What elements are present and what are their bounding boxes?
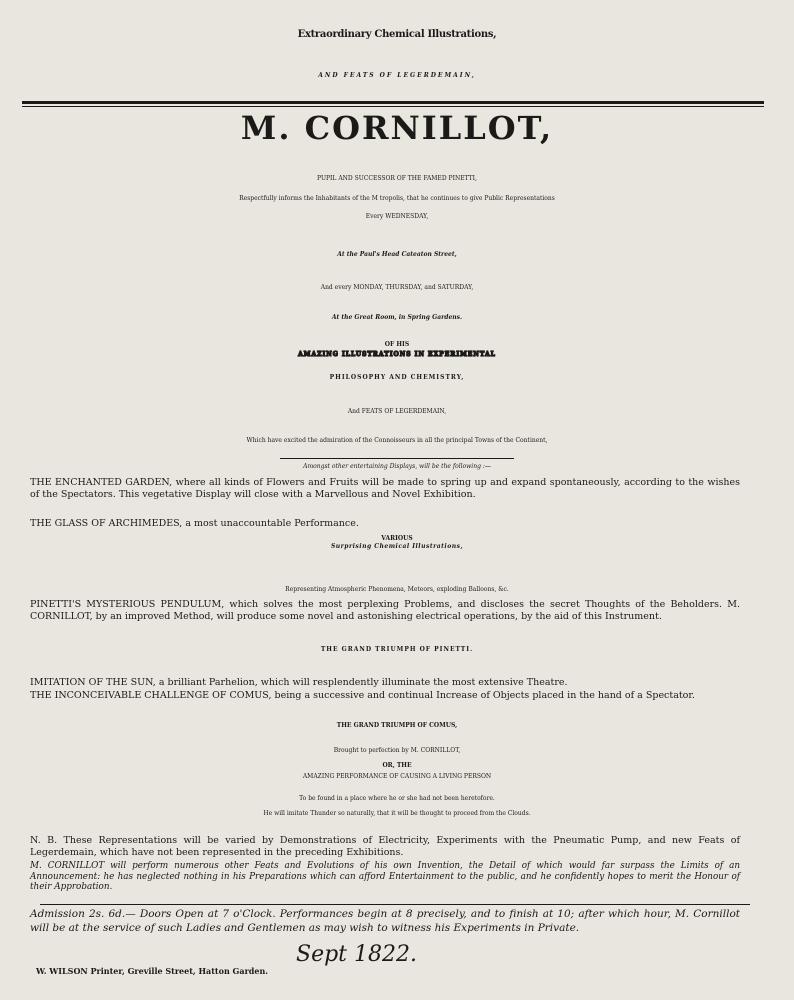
grand-triumph-comus: THE GRAND TRIUMPH OF COMUS, [336,722,458,729]
double-rule-top [22,101,764,104]
admission-text: Admission 2s. 6d.— Doors Open at 7 o'Clock. Performances begin at 8 precisely, and to finish at 10; after which hour, M. Cornillot will be at the service of such Ladies and Gentlemen as may wish to witness his Experiments in Private. [30,908,740,934]
imitation-of-sun: IMITATION OF THE SUN, a brilliant Parhelion, which will resplendently illuminate the most extensive Theatre. [30,677,568,688]
handwritten-date: Sept 1822. [296,942,417,967]
amongst-line: Amongst other entertaining Displays, will be the following :— [303,463,491,470]
pupil-line: PUPIL AND SUCCESSOR OF THE FAMED PINETTI, [317,175,477,182]
short-rule [280,458,514,459]
surprising-illustrations: Surprising Chemical Illustrations, [330,543,464,550]
challenge-of-comus: THE INCONCEIVABLE CHALLENGE OF COMUS, being a successive and continual Increase of Objects placed in the hand of a Spectator. [30,690,695,701]
various: VARIOUS [381,535,413,542]
days-line: And every MONDAY, THURSDAY, and SATURDAY, [320,284,474,291]
amazing-illustrations: AMAZING ILLUSTRATIONS IN EXPERIMENTAL [298,351,496,358]
mysterious-pendulum: PINETTI'S MYSTERIOUS PENDULUM, which solves the most perplexing Problems, and discloses the secret Thoughts of the Beholders. M. CORNILLOT, by an improved Method, will produce some novel and astonishing electrical operations, by the aid of this Instrument. [30,599,740,622]
printer-credit: W. WILSON Printer, Greville Street, Hatton Garden. [36,966,269,976]
feats-of-legerdemain: And FEATS OF LEGERDEMAIN, [347,408,447,415]
other-evolutions: M. CORNILLOT will perform numerous other Feats and Evolutions of his own Invention, the Detail of which would far surpass the Limits of an Announcement: he has neglected nothing in his Preparations which can afford Entertainment to the public, and he confidently hopes to merit the Honour of their Approbation. [30,861,740,893]
nota-bene: N. B. These Representations will be varied by Demonstrations of Electricity, Experiments with the Pneumatic Pump, and new Feats of Legerdemain, which have not been represented in the preceding Exhibitions. [30,835,740,858]
found-line: To be found in a place where he or she had not been heretofore. [299,795,495,802]
excited-line: Which have excited the admiration of the Connoisseurs in all the principal Towns of the Continent, [246,437,548,444]
venue-spring-gardens: At the Great Room, in Spring Gardens. [331,314,463,321]
thunder-line: He will imitate Thunder so naturally, that it will be thought to proceed from the Clouds. [263,810,531,817]
brought-to-perfection: Brought to perfection by M. CORNILLOT, [333,747,461,754]
venue-pauls-head: At the Paul's Head Cateaton Street, [337,251,457,258]
of-his: OF HIS [384,341,410,348]
glass-of-archimedes: THE GLASS OF ARCHIMEDES, a most unaccountable Performance. [30,518,359,529]
or-the: OR, THE [382,762,412,769]
enchanted-garden: THE ENCHANTED GARDEN, where all kinds of Flowers and Fruits will be made to spring up and expand spontaneously, according to the wishes of the Spectators. This vegetative Display will close with a Marvellous and Novel Exhibition. [30,477,740,500]
admission-rule [40,904,750,905]
performer-name: M. CORNILLOT, [240,109,554,147]
every-wednesday: Every WEDNESDAY, [365,213,429,220]
representing-line: Representing Atmospheric Phenomena, Meteors, exploding Balloons, &c. [285,586,509,593]
informs-line: Respectfully informs the Inhabitants of the M tropolis, that he continues to give Public Representations [239,195,555,202]
subheading: AND FEATS OF LEGERDEMAIN, [318,72,476,79]
grand-triumph-pinetti: THE GRAND TRIUMPH OF PINETTI. [320,646,474,653]
living-person: AMAZING PERFORMANCE OF CAUSING A LIVING PERSON [302,773,492,780]
philosophy-chemistry: PHILOSOPHY AND CHEMISTRY, [329,374,465,381]
heading: Extraordinary Chemical Illustrations, [297,29,497,40]
double-rule-bottom [22,106,764,107]
